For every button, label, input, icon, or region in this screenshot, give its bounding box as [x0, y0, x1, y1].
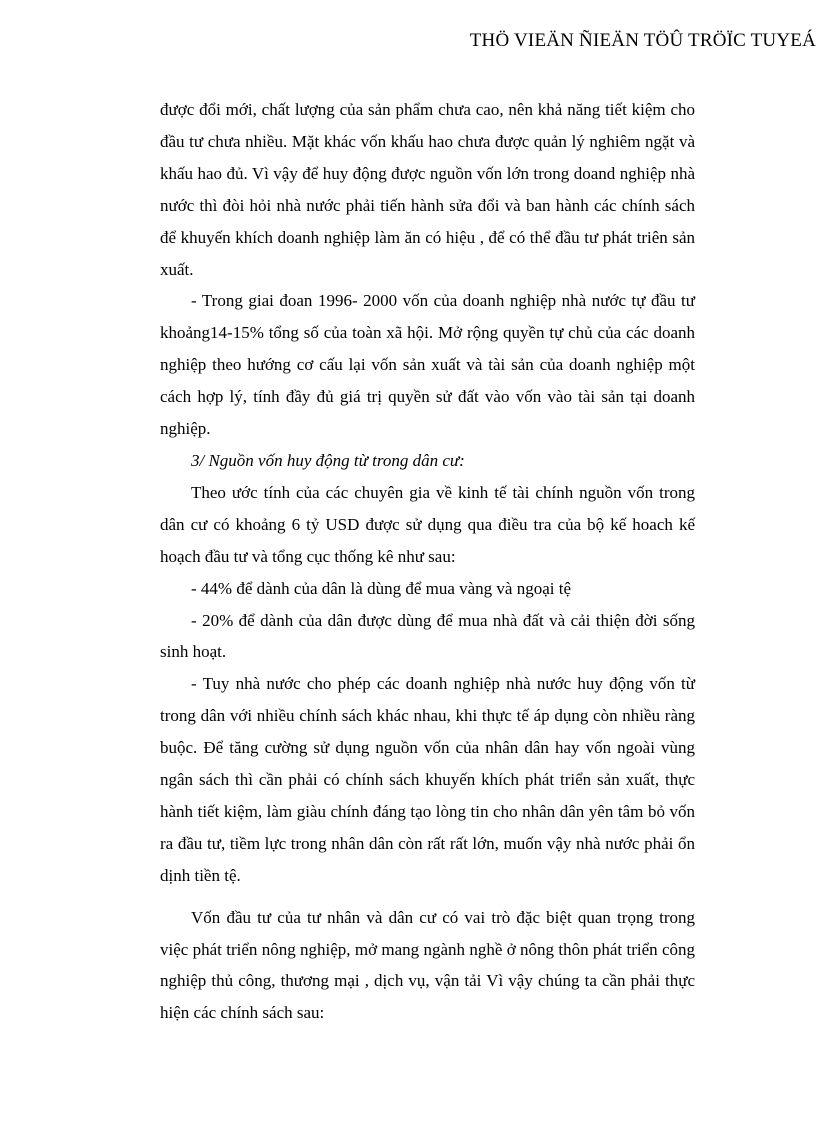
list-item-44-percent: - 44% để dành của dân là dùng để mua vàng và ngoại tệ — [191, 578, 572, 598]
paragraph-1996-2000: - Trong giai đoan 1996- 2000 vốn của doanh nghiệp nhà nước tự đầu tư khoảng14-15% tổng số của toàn xã hội. Mở rộng quyền tự chủ của các doanh nghiệp theo hướng cơ cấu lại vốn sản xuất và tài sản của doanh nghiệp một cách hợp lý, tính đầy đủ giá trị quyền sử đất vào vốn vào tài sản tại doanh nghiệp. — [160, 291, 695, 439]
section-heading-population-capital: 3/ Nguồn vốn huy động từ trong dân cư: — [191, 450, 465, 470]
paragraph-policy: - Tuy nhà nước cho phép các doanh nghiệp nhà nước huy động vốn từ trong dân với nhiều chính sách khác nhau, khi thực tế áp dụng còn nhiều ràng buộc. Để tăng cường sử dụng nguồn vốn của nhân dân hay vốn ngoài vùng ngân sách thì cần phải có chính sách khuyến khích phát triển sản xuất, thực hành tiết kiệm, làm giàu chính đáng tạo lòng tin cho nhân dân yên tâm bỏ vốn ra đầu tư, tiềm lực trong nhân dân còn rất rất lớn, muốn vậy nhà nước phải ổn dịnh tiền tệ. — [160, 674, 695, 885]
document-body — [160, 94, 695, 1029]
list-item-20-percent: - 20% để dành của dân được dùng để mua nhà đất và cải thiện đời sống sinh hoạt. — [160, 610, 695, 662]
paragraph-estimate: Theo ước tính của các chuyên gia về kinh tế tài chính nguồn vốn trong dân cư có khoảng 6 tỷ USD được sử dụng qua điều tra của bộ kế hoach kế hoạch đầu tư và tổng cục thống kê như sau: — [160, 482, 695, 566]
paragraph-capital-renewal: được đổi mới, chất lượng của sản phẩm chưa cao, nên khả năng tiết kiệm cho đầu tư chưa nhiều. Mặt khác vốn khấu hao chưa được quản lý nghiêm ngặt và khấu hao đủ. Vì vậy để huy động được nguồn vốn lớn trong doand nghiệp nhà nước thì đòi hỏi nhà nước phải tiến hành sửa đổi và ban hành các chính sách để khuyến khích doanh nghiệp làm ăn có hiệu , để có thể đầu tư phát triên sản xuất. — [160, 100, 695, 279]
paragraph-private-capital: Vốn đầu tư của tư nhân và dân cư có vai trò đặc biệt quan trọng trong việc phát triển nông nghiệp, mở mang ngành nghề ở nông thôn phát triển công nghiệp thủ công, thương mại , dịch vụ, vận tải Vì vậy chúng ta cần phải thực hiện các chính sách sau: — [160, 907, 695, 1023]
page-header: THÖ VIEÄN ÑIEÄN TÖÛ TRÖÏC TUYEÁ — [469, 30, 816, 51]
